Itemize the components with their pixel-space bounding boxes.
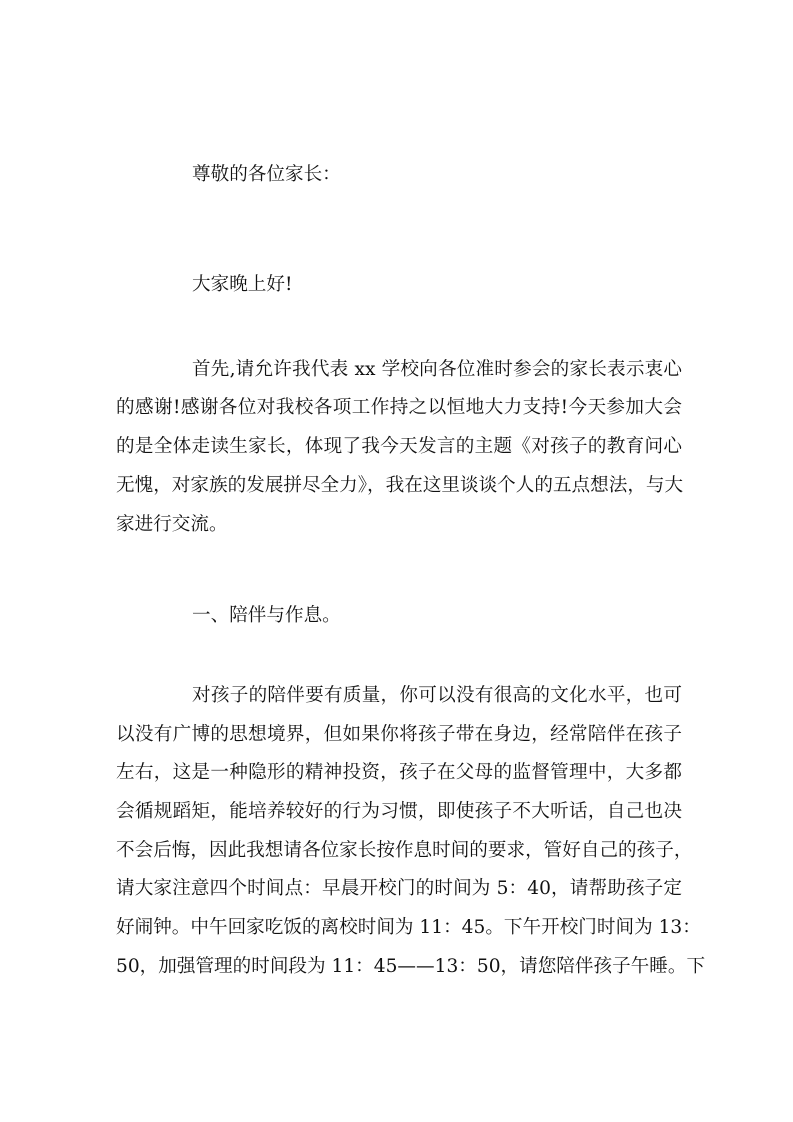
paragraph-line: 50，加强管理的时间段为 11：45——13：50，请您陪伴孩子午睡。下 — [116, 956, 706, 977]
paragraph-line: 对孩子的陪伴要有质量，你可以没有很高的文化水平，也可 — [192, 685, 682, 706]
salutation: 尊敬的各位家长： — [192, 164, 341, 185]
paragraph-line: 请大家注意四个时间点：早晨开校门的时间为 5：40，请帮助孩子定 — [116, 878, 682, 899]
paragraph-line: 不会后悔，因此我想请各位家长按作息时间的要求，管好自己的孩子， — [116, 840, 693, 861]
paragraph-line: 会循规蹈矩，能培养较好的行为习惯，即使孩子不大听话，自己也决 — [116, 801, 682, 822]
paragraph-line: 的是全体走读生家长，体现了我今天发言的主题《对孩子的教育问心 — [116, 436, 682, 457]
paragraph-line: 以没有广博的思想境界，但如果你将孩子带在身边，经常陪伴在孩子 — [116, 724, 682, 745]
paragraph-line: 首先,请允许我代表 xx 学校向各位准时参会的家长表示衷心 — [192, 359, 682, 380]
greeting: 大家晚上好! — [192, 274, 293, 295]
paragraph-line: 好闹钟。中午回家吃饭的离校时间为 11：45。下午开校门时间为 13： — [116, 917, 701, 938]
paragraph-line: 的感谢!感谢各位对我校各项工作持之以恒地大力支持!今天参加大会 — [116, 397, 682, 418]
paragraph-line: 左右，这是一种隐形的精神投资，孩子在父母的监督管理中，大多都 — [116, 762, 682, 783]
paragraph-line: 家进行交流。 — [116, 514, 228, 535]
paragraph-line: 无愧，对家族的发展拼尽全力》，我在这里谈谈个人的五点想法，与大 — [116, 475, 684, 496]
section-heading: 一、陪伴与作息。 — [192, 605, 341, 626]
